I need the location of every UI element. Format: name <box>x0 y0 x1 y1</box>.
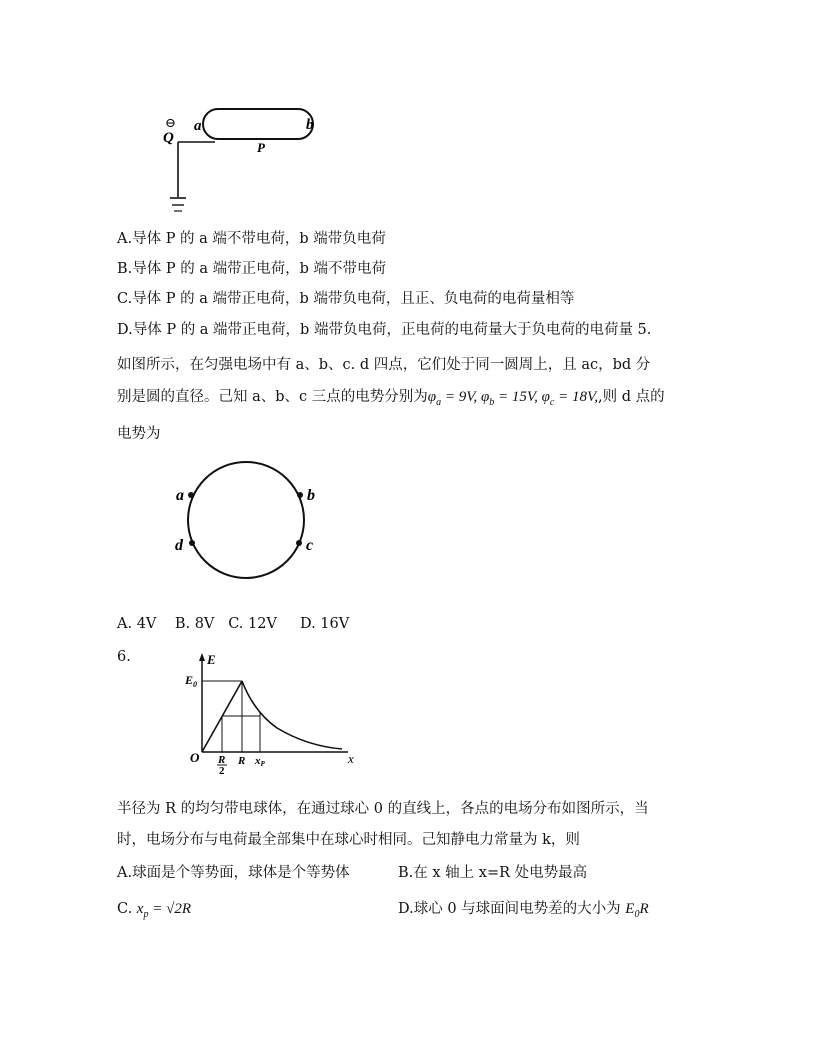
point-c <box>296 540 302 546</box>
origin-label: O <box>190 750 200 765</box>
conductor-p <box>203 109 313 139</box>
q6-option-b: B.在 x 轴上 x=R 处电势最高 <box>398 865 588 881</box>
figure-circle <box>165 455 335 585</box>
q6-text-line2: 时，电场分布与电荷最全部集中在球心时相同。己知静电力常量为 k，则 <box>117 832 580 848</box>
end-b-label: b <box>306 117 314 133</box>
conductor-label: P <box>257 140 265 155</box>
figure-conductor <box>160 100 330 220</box>
q6-option-d <box>398 899 649 925</box>
q6-option-c-prefix: C. <box>117 901 137 917</box>
q6-text-line1: 半径为 R 的均匀带电球体，在通过球心 0 的直线上，各点的电场分布如图所示，当 <box>117 801 649 817</box>
q6-number: 6. <box>117 649 131 665</box>
charge-sign: ⊖ <box>165 115 176 130</box>
figure-field-graph <box>182 650 362 775</box>
point-d-label: d <box>175 537 183 554</box>
q5-line2-prefix: 别是圆的直径。己知 a、b、c 三点的电势分别为 <box>117 389 428 405</box>
q5-text-line2 <box>117 387 665 413</box>
potential-c: $\varphi_c = 18V$, <box>541 389 598 408</box>
point-d <box>189 540 195 546</box>
xp-label: xP <box>255 755 265 768</box>
q6-option-d-prefix: D.球心 0 与球面间电势差的大小为 <box>398 901 626 917</box>
q4-option-c: C.导体 P 的 a 端带正电荷，b 端带负电荷，且正、负电荷的电荷量相等 <box>117 291 575 307</box>
e-axis-label: E <box>207 652 216 667</box>
e0-label: $E_0$ <box>185 673 198 689</box>
q5-text-line1: 如图所示，在匀强电场中有 a、b、c. d 四点，它们处于同一圆周上，且 ac，bd 分 <box>117 357 651 373</box>
r-half-numerator: R <box>218 754 226 766</box>
point-c-label: c <box>306 537 314 554</box>
q6-option-d-formula: $E_0R$ <box>625 901 649 920</box>
q4-option-a: A.导体 P 的 a 端不带电荷，b 端带负电荷 <box>117 231 386 247</box>
point-b-label: b <box>307 487 315 504</box>
end-a-label: a <box>194 118 202 134</box>
q4-option-d: D.导体 P 的 a 端带正电荷，b 端带负电荷，正电荷的电荷量大于负电荷的电荷量 5. <box>117 322 652 338</box>
q6-option-a: A.球面是个等势面，球体是个等势体 <box>117 865 350 881</box>
point-a <box>188 492 194 498</box>
potential-a: $\varphi_a = 9V$, <box>427 389 481 408</box>
x-axis-label: x <box>348 751 354 766</box>
r-half-denominator: 2 <box>219 765 225 775</box>
q6-option-c <box>117 899 191 925</box>
q5-text-line3: 电势为 <box>117 426 161 442</box>
q5-line2-suffix: ,则 d 点的 <box>597 389 665 405</box>
charge-label: Q <box>163 130 174 146</box>
field-decay-curve <box>242 681 342 749</box>
q4-option-b: B.导体 P 的 a 端带正电荷，b 端不带电荷 <box>117 261 386 277</box>
circle <box>188 462 304 578</box>
e-axis-arrow <box>199 653 205 661</box>
q6-option-c-formula: $x_p = √2R$ <box>136 901 191 920</box>
point-a-label: a <box>176 487 184 504</box>
r-label: R <box>238 755 246 767</box>
point-b <box>297 492 303 498</box>
potential-b: $\varphi_b = 15V$, <box>480 389 542 408</box>
q5-options: A. 4V B. 8V C. 12V D. 16V <box>117 616 350 632</box>
